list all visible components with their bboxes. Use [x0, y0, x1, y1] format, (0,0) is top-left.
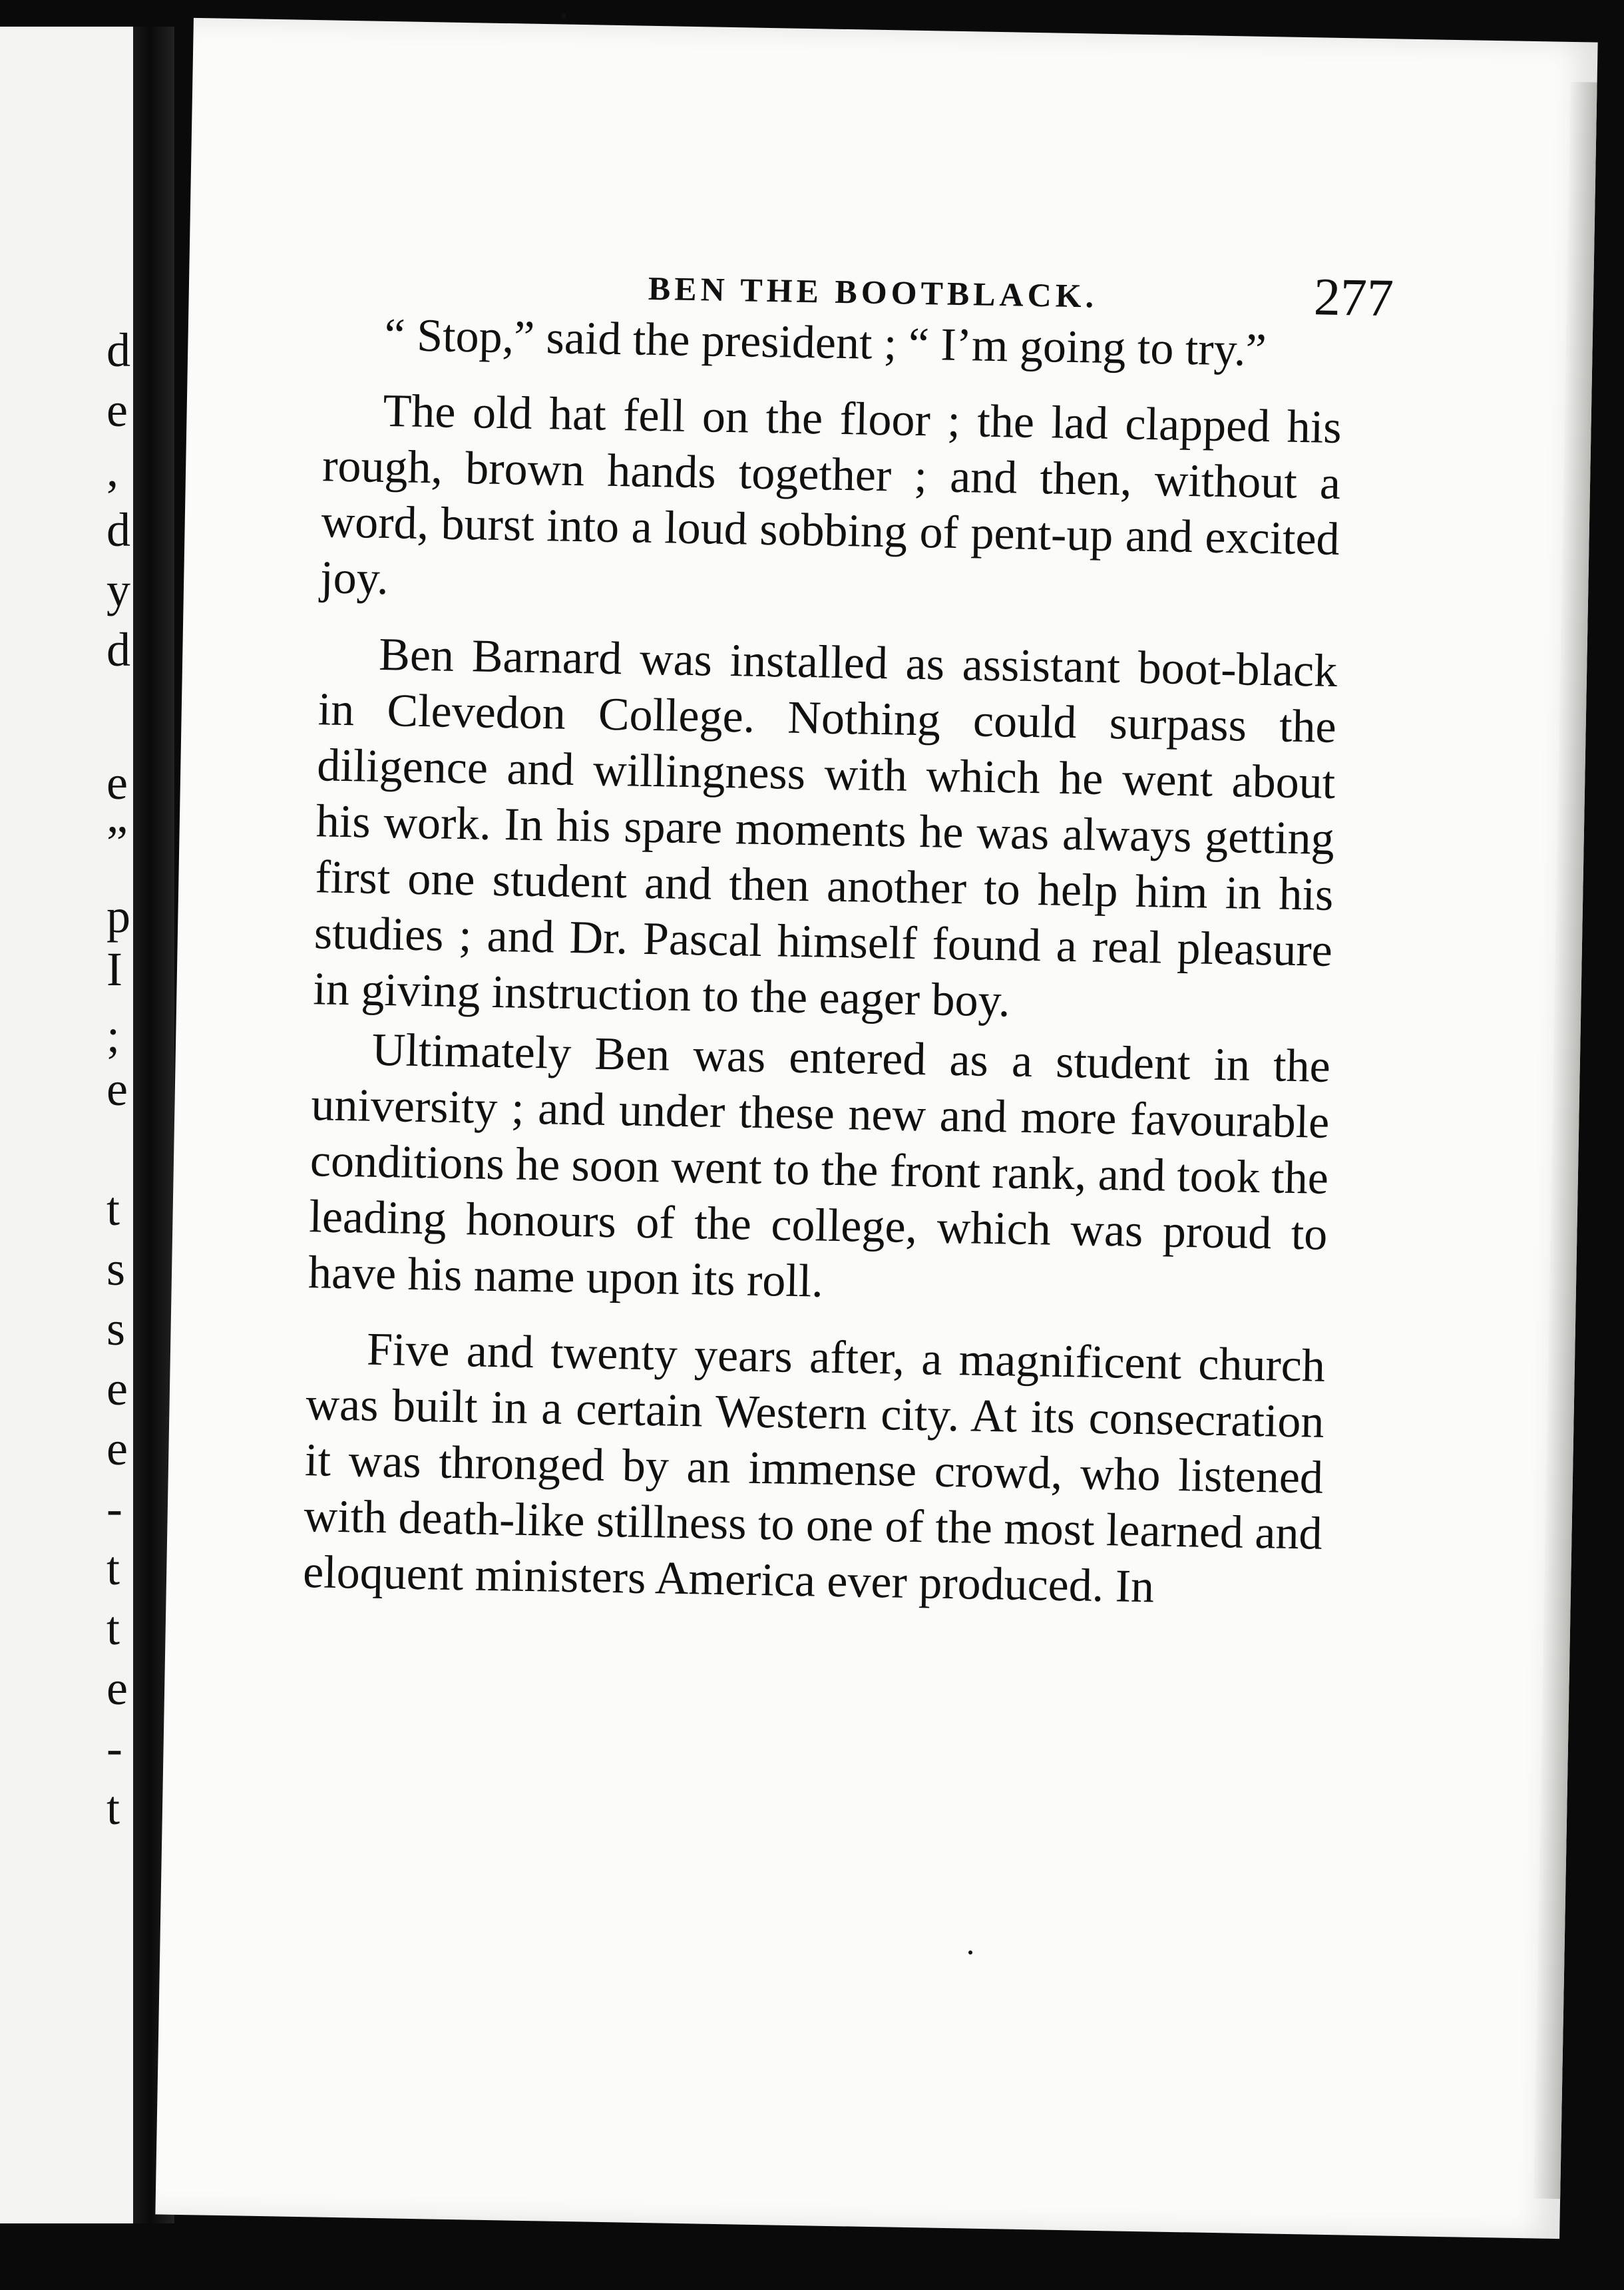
edge-char: -: [106, 1482, 122, 1535]
right-book-page: [155, 18, 1597, 2239]
edge-char: e: [106, 1422, 128, 1475]
edge-char: I: [106, 943, 122, 996]
paragraph: “ Stop,” said the president ; “ I’m going to try.”: [384, 309, 1267, 377]
edge-char: e: [106, 756, 128, 809]
edge-char: e: [106, 1362, 128, 1415]
edge-char: t: [106, 1781, 120, 1835]
edge-char: d: [106, 503, 130, 557]
page-number: 277: [1313, 268, 1394, 328]
body-text: [302, 306, 1343, 1622]
scan-speck: [561, 13, 566, 19]
edge-char: t: [106, 1602, 120, 1655]
edge-char: ”: [106, 816, 128, 869]
edge-char: ;: [106, 1009, 120, 1062]
edge-char: e: [106, 1062, 128, 1116]
paragraph: The old hat fell on the floor ; the lad clapped his rough, brown hands together ; and then, without a word, burst into a loud sobbing of pent-up and excited joy.: [319, 385, 1342, 605]
paragraph: Five and twenty years after, a magnificent church was built in a certain Western city. At its consecration it was thronged by an immense crowd, who listened with death-like stillness to one of the most learned and eloquent ministers America ever produced. In: [302, 1323, 1326, 1613]
paragraph: Ultimately Ben was entered as a student in the university ; and under these new and more favourable conditions he soon went to the front rank, and took the leading honours of the college, which was proud to have his name upon its roll.: [307, 1024, 1331, 1307]
edge-char: t: [106, 1542, 120, 1595]
scan-speck: [968, 1950, 972, 1954]
running-head-title: BEN THE BOOTBLACK.: [648, 269, 1098, 315]
edge-char: s: [106, 1302, 126, 1355]
edge-char: d: [106, 324, 130, 377]
edge-char: y: [106, 563, 130, 616]
edge-char: p: [106, 889, 130, 943]
page-edge-shading: [1533, 82, 1597, 2199]
left-facing-page: [0, 27, 133, 2223]
paragraph: Ben Barnard was installed as assistant boot-black in Clevedon College. Nothing could surpass the diligence and willingness with which he went about his work. In his spare moments he was always getting first one student and then another to help him in his studies ; and Dr. Pascal himself found a real pleasure in giving instruction to the eager boy.: [312, 628, 1338, 1027]
edge-char: d: [106, 623, 130, 676]
edge-char: e: [106, 1662, 128, 1715]
edge-char: t: [106, 1182, 120, 1236]
edge-char: s: [106, 1242, 126, 1295]
edge-char: -: [106, 1721, 122, 1775]
edge-char: e: [106, 383, 128, 437]
edge-char: ,: [106, 443, 118, 497]
